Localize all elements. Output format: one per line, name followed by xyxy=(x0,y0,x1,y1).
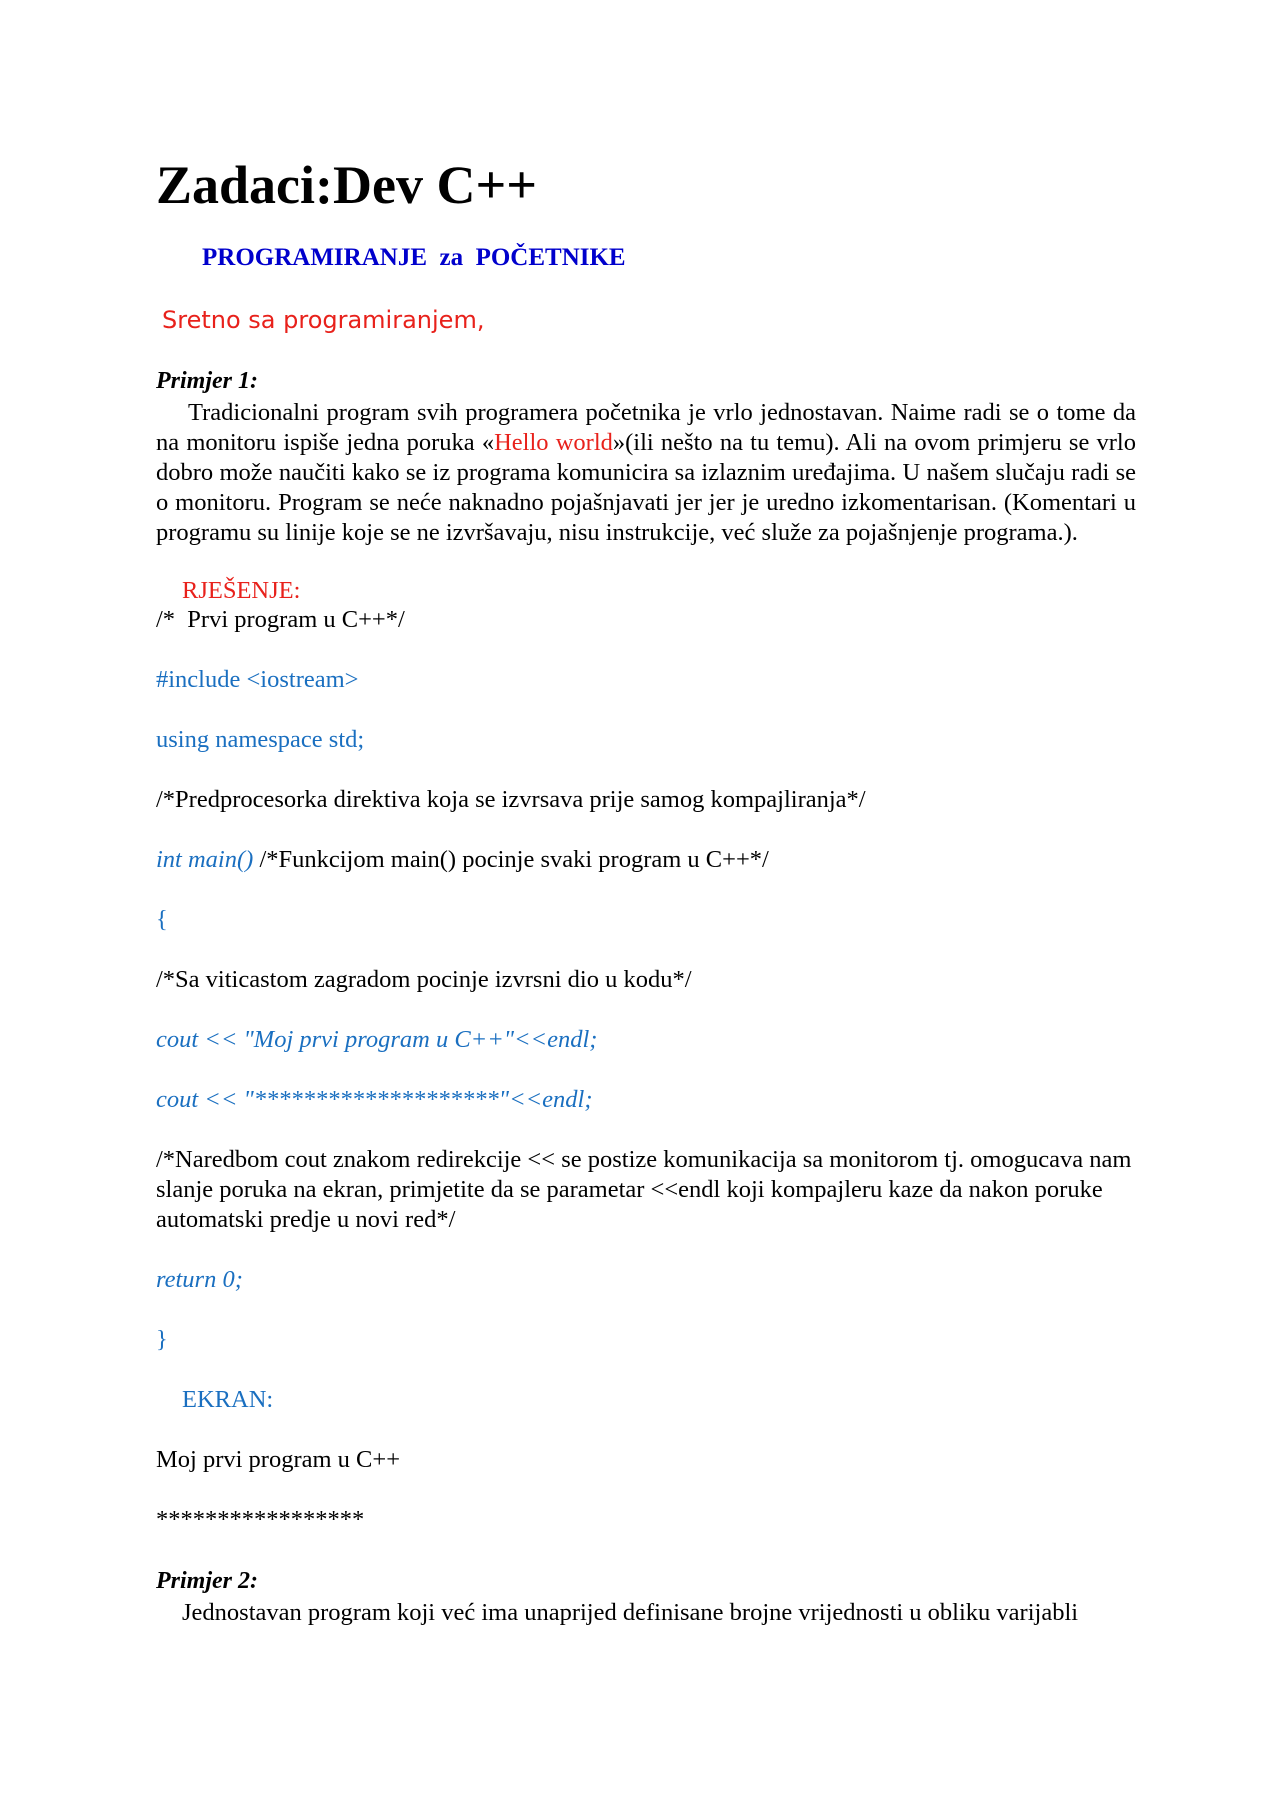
code-open-brace: { xyxy=(156,906,168,933)
code-comment-cout-explanation: /*Naredbom cout znakom redirekcije << se postize komunikacija sa monitorom tj. omogucava nam slanje poruka na ekran, primjetite da se parametar <<endl koji kompajleru kaze da nakon poruke automatski predje u novi red*/ xyxy=(156,1146,1132,1233)
example2-intro: Jednostavan program koji već ima unaprijed definisane brojne vrijednosti u obliku varijabli xyxy=(182,1599,1079,1626)
code-main-line xyxy=(156,845,769,875)
code-comment-preprocessor: /*Predprocesorka direktiva koja se izvrsava prije samog kompajliranja*/ xyxy=(156,786,866,813)
intro-text-before: Tradicionalni program svih programera početnika je vrlo jednostavan. Naime radi se o tome da na monitoru ispiše jedna poruka « xyxy=(156,399,1136,456)
output-line-1: Moj prvi program u C++ xyxy=(156,1446,401,1473)
greeting-text: Sretno sa programiranjem, xyxy=(162,306,485,334)
document-title: Zadaci:Dev C++ xyxy=(156,155,538,215)
code-main-signature: int main() xyxy=(156,846,254,873)
code-return: return 0; xyxy=(156,1266,243,1293)
example1-intro xyxy=(156,398,1136,548)
screen-label: EKRAN: xyxy=(182,1386,274,1413)
solution-label: RJEŠENJE: xyxy=(182,577,301,604)
code-comment-brace: /*Sa viticastom zagradom pocinje izvrsni dio u kodu*/ xyxy=(156,966,692,993)
code-comment-first-program: /* Prvi program u C++*/ xyxy=(156,606,405,633)
code-using-namespace: using namespace std; xyxy=(156,726,365,753)
code-close-brace: } xyxy=(156,1326,168,1353)
example1-heading: Primjer 1: xyxy=(156,368,258,394)
hello-world-highlight: Hello world xyxy=(494,429,613,456)
code-main-comment: /*Funkcijom main() pocinje svaki program u C++*/ xyxy=(253,846,769,873)
document-subtitle: PROGRAMIRANJE za POČETNIKE xyxy=(202,244,626,271)
code-include: #include <iostream> xyxy=(156,666,359,693)
code-cout-stars: cout << "********************"<<endl; xyxy=(156,1086,593,1113)
code-cout-message: cout << "Moj prvi program u C++"<<endl; xyxy=(156,1026,598,1053)
intro-text-after: »(ili nešto na tu temu). Ali na ovom primjeru se vrlo dobro može naučiti kako se iz programa komunicira sa izlaznim uređajima. U našem slučaju radi se o monitoru. Program se neće naknadno pojašnjavati jer jer je uredno izkomentarisan. (Komentari u programu su linije koje se ne izvršavaju, nisu instrukcije, već služe za pojašnjenje programa.). xyxy=(156,429,1136,546)
example2-heading: Primjer 2: xyxy=(156,1568,258,1594)
output-line-2: ***************** xyxy=(156,1506,365,1533)
